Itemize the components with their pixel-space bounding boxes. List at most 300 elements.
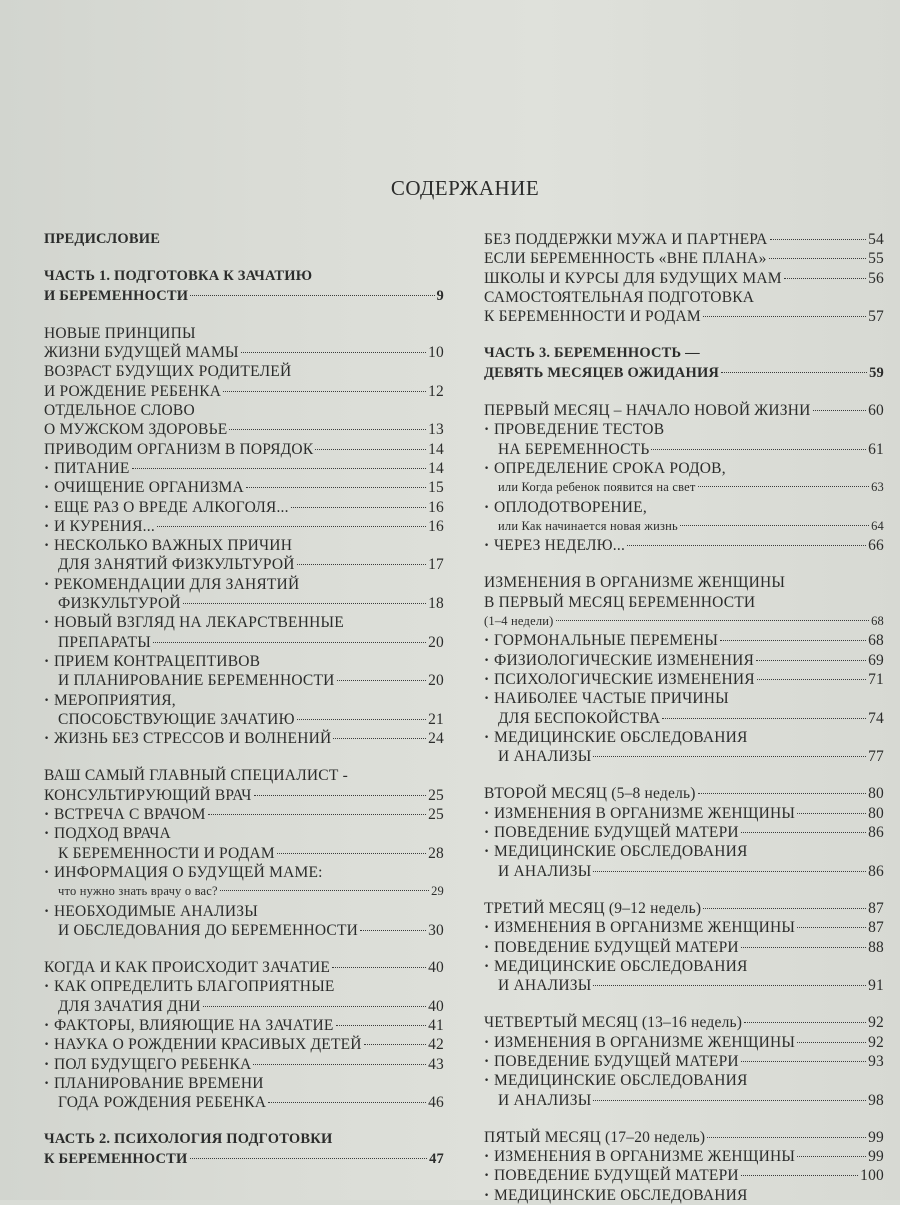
page-title: СОДЕРЖАНИЕ <box>390 176 540 200</box>
toc-entry-title: К БЕРЕМЕННОСТИ И РОДАМ <box>484 308 701 326</box>
section-gap <box>484 995 884 1013</box>
toc-page-number: 93 <box>868 1052 884 1070</box>
dot-leader <box>680 525 869 526</box>
toc-entry-title: · И КУРЕНИЯ... <box>54 517 155 535</box>
toc-entry-title: · ПОВЕДЕНИЕ БУДУЩЕЙ МАТЕРИ <box>494 938 739 956</box>
toc-page-number: 77 <box>868 748 884 766</box>
dot-leader <box>741 947 866 948</box>
toc-entry-title: ВАШ САМЫЙ ГЛАВНЫЙ СПЕЦИАЛИСТ - <box>44 767 348 785</box>
toc-entry-title: · ПОЛ БУДУЩЕГО РЕБЕНКА <box>54 1055 252 1073</box>
section-gap <box>44 748 444 766</box>
toc-entry-title: И АНАЛИЗЫ <box>498 748 592 766</box>
toc-entry <box>484 899 884 918</box>
toc-entry <box>44 498 444 517</box>
toc-page-number: 87 <box>868 919 884 937</box>
toc-entry-title: О МУЖСКОМ ЗДОРОВЬЕ <box>44 421 228 439</box>
toc-entry-title: или Когда ребенок появится на свет <box>498 480 696 495</box>
section-gap <box>44 249 444 267</box>
toc-entry-title: ТРЕТИЙ МЕСЯЦ (9–12 недель) <box>484 899 702 917</box>
section-gap <box>484 766 884 784</box>
toc-entry <box>44 805 444 824</box>
dot-leader <box>741 1175 858 1176</box>
toc-entry <box>44 382 444 401</box>
dot-leader <box>203 1006 426 1007</box>
toc-page-number: 20 <box>428 672 444 690</box>
toc-entry-title: ДЛЯ ЗАНЯТИЙ ФИЗКУЛЬТУРОЙ <box>58 556 295 574</box>
toc-entry-title: · МЕРОПРИЯТИЯ, <box>54 691 176 709</box>
dot-leader <box>157 526 426 527</box>
toc-entry <box>484 747 884 766</box>
toc-page-number: 9 <box>436 287 444 304</box>
toc-entry-title: БЕЗ ПОДДЕРЖКИ МУЖА И ПАРТНЕРА <box>484 231 768 248</box>
toc-entry <box>484 517 884 536</box>
toc-entry <box>44 652 444 671</box>
toc-entry-title: И АНАЛИЗЫ <box>498 1091 592 1109</box>
dot-leader <box>720 640 866 641</box>
toc-entry-title: · ПИТАНИЕ <box>54 459 130 477</box>
dot-leader <box>332 967 426 968</box>
toc-entry <box>484 1052 884 1071</box>
toc-entry <box>44 977 444 996</box>
toc-entry-title: И ОБСЛЕДОВАНИЯ ДО БЕРЕМЕННОСТИ <box>58 921 359 939</box>
toc-entry <box>484 709 884 728</box>
dot-leader <box>797 927 866 928</box>
toc-entry-title: · НАУКА О РОЖДЕНИИ КРАСИВЫХ ДЕТЕЙ <box>54 1036 362 1054</box>
toc-entry-title: ГОДА РОЖДЕНИЯ РЕБЕНКА <box>58 1094 267 1112</box>
toc-entry <box>44 958 444 977</box>
dot-leader <box>220 890 429 891</box>
toc-entry <box>484 862 884 881</box>
toc-entry-title: ПРЕПАРАТЫ <box>58 633 151 651</box>
dot-leader <box>254 795 427 796</box>
dot-leader <box>662 718 866 719</box>
dot-leader <box>268 1102 426 1103</box>
toc-entry-title: ПРИВОДИМ ОРГАНИЗМ В ПОРЯДОК <box>44 440 314 458</box>
toc-entry <box>44 786 444 805</box>
toc-entry <box>44 1150 444 1169</box>
dot-leader <box>360 930 426 931</box>
toc-entry <box>484 1071 884 1090</box>
dot-leader <box>813 410 867 411</box>
toc-entry <box>44 613 444 632</box>
toc-entry-title: НОВЫЕ ПРИНЦИПЫ <box>44 324 196 342</box>
toc-page-number: 87 <box>868 899 884 917</box>
toc-page-number: 28 <box>428 844 444 862</box>
toc-entry <box>484 478 884 497</box>
dot-leader <box>297 564 426 565</box>
toc-page-number: 14 <box>428 459 444 477</box>
toc-entry-title: ИЗМЕНЕНИЯ В ОРГАНИЗМЕ ЖЕНЩИНЫ <box>484 574 786 592</box>
toc-entry <box>44 729 444 748</box>
dot-leader <box>190 295 434 296</box>
toc-entry-title: · НЕСКОЛЬКО ВАЖНЫХ ПРИЧИН <box>54 537 293 555</box>
toc-entry <box>44 1093 444 1112</box>
toc-page-number: 40 <box>428 997 444 1015</box>
toc-entry-title: · ПОВЕДЕНИЕ БУДУЩЕЙ МАТЕРИ <box>494 824 739 842</box>
toc-page-number: 63 <box>871 480 884 495</box>
toc-entry <box>44 440 444 459</box>
toc-entry <box>44 401 444 420</box>
toc-entry <box>484 842 884 861</box>
toc-entry <box>484 573 884 592</box>
toc-page-number: 56 <box>868 269 884 287</box>
toc-entry-title: · ФАКТОРЫ, ВЛИЯЮЩИЕ НА ЗАЧАТИЕ <box>54 1016 334 1034</box>
toc-page-number: 43 <box>428 1055 444 1073</box>
toc-entry <box>44 420 444 439</box>
toc-entry <box>44 517 444 536</box>
toc-entry-title: ПЕРВЫЙ МЕСЯЦ – НАЧАЛО НОВОЙ ЖИЗНИ <box>484 402 811 420</box>
section-gap <box>484 555 884 573</box>
dot-leader <box>297 719 426 720</box>
toc-page-number: 66 <box>868 537 884 555</box>
toc-entry-title: ЖИЗНИ БУДУЩЕЙ МАМЫ <box>44 344 239 362</box>
toc-entry <box>484 364 884 383</box>
toc-page-number: 29 <box>431 884 444 899</box>
toc-page-number: 68 <box>868 632 884 650</box>
toc-entry-title: · МЕДИЦИНСКИЕ ОБСЛЕДОВАНИЯ <box>494 843 748 861</box>
toc-entry-title: ЕСЛИ БЕРЕМЕННОСТЬ «ВНЕ ПЛАНА» <box>484 250 767 268</box>
toc-page-number: 91 <box>868 977 884 995</box>
toc-entry <box>44 536 444 555</box>
toc-entry-title: · ВСТРЕЧА С ВРАЧОМ <box>54 806 206 824</box>
toc-entry-title: · КАК ОПРЕДЕЛИТЬ БЛАГОПРИЯТНЫЕ <box>54 978 335 996</box>
toc-entry-title: · МЕДИЦИНСКИЕ ОБСЛЕДОВАНИЯ <box>494 957 748 975</box>
toc-page-number: 16 <box>428 498 444 516</box>
toc-page-number: 99 <box>868 1148 884 1166</box>
toc-entry <box>44 766 444 785</box>
toc-page-number: 41 <box>428 1016 444 1034</box>
dot-leader <box>593 756 866 757</box>
toc-entry-title: ДЕВЯТЬ МЕСЯЦЕВ ОЖИДАНИЯ <box>484 364 720 381</box>
toc-entry-title: К БЕРЕМЕННОСТИ <box>44 1150 188 1167</box>
toc-entry-title: И БЕРЕМЕННОСТИ <box>44 287 189 304</box>
toc-right-column <box>484 230 884 1205</box>
toc-page-number: 86 <box>868 862 884 880</box>
toc-entry <box>484 612 884 631</box>
toc-entry-title: ФИЗКУЛЬТУРОЙ <box>58 595 181 613</box>
dot-leader <box>277 853 426 854</box>
dot-leader <box>593 985 866 986</box>
toc-left-column <box>44 230 444 1169</box>
dot-leader <box>741 1061 866 1062</box>
toc-page-number: 74 <box>868 709 884 727</box>
toc-entry-title: ПЯТЫЙ МЕСЯЦ (17–20 недель) <box>484 1128 706 1146</box>
toc-entry-title: · ЕЩЕ РАЗ О ВРЕДЕ АЛКОГОЛЯ... <box>54 498 289 516</box>
dot-leader <box>797 813 866 814</box>
dot-leader <box>784 278 866 279</box>
toc-entry-title: ВТОРОЙ МЕСЯЦ (5–8 недель) <box>484 785 696 803</box>
toc-page-number: 40 <box>428 959 444 977</box>
toc-entry <box>484 728 884 747</box>
dot-leader <box>627 545 866 546</box>
dot-leader <box>593 1100 866 1101</box>
toc-page-number: 13 <box>428 421 444 439</box>
toc-entry <box>484 344 884 363</box>
dot-leader <box>769 258 867 259</box>
section-gap <box>44 940 444 958</box>
toc-entry <box>44 459 444 478</box>
toc-entry <box>484 440 884 459</box>
dot-leader <box>229 429 426 430</box>
toc-entry-title: ЧАСТЬ 2. ПСИХОЛОГИЯ ПОДГОТОВКИ <box>44 1131 333 1148</box>
toc-page-number: 71 <box>868 670 884 688</box>
toc-entry <box>484 823 884 842</box>
toc-entry <box>44 478 444 497</box>
toc-entry-title: · ПРОВЕДЕНИЕ ТЕСТОВ <box>494 421 665 439</box>
toc-page-number: 54 <box>868 231 884 248</box>
toc-entry-title: · ПЛАНИРОВАНИЕ ВРЕМЕНИ <box>54 1074 264 1092</box>
toc-entry <box>484 307 884 326</box>
toc-page-number: 100 <box>860 1167 884 1185</box>
section-gap <box>44 1112 444 1130</box>
toc-entry-title: · НЕОБХОДИМЫЕ АНАЛИЗЫ <box>54 902 258 920</box>
toc-entry-title: ПРЕДИСЛОВИЕ <box>44 231 161 247</box>
toc-entry <box>44 691 444 710</box>
toc-entry <box>484 976 884 995</box>
toc-entry <box>44 267 444 286</box>
toc-entry-title: или Как начинается новая жизнь <box>498 518 678 533</box>
dot-leader <box>315 449 426 450</box>
toc-entry-title: · ПСИХОЛОГИЧЕСКИЕ ИЗМЕНЕНИЯ <box>494 670 755 688</box>
toc-entry <box>484 1033 884 1052</box>
toc-entry <box>44 230 444 249</box>
toc-entry <box>44 633 444 652</box>
dot-leader <box>153 642 426 643</box>
toc-entry <box>44 671 444 690</box>
toc-entry-title: К БЕРЕМЕННОСТИ И РОДАМ <box>58 844 275 862</box>
dot-leader <box>336 1025 427 1026</box>
toc-entry <box>44 362 444 381</box>
toc-entry-title: · ИНФОРМАЦИЯ О БУДУЩЕЙ МАМЕ: <box>54 863 323 881</box>
toc-entry-title: · МЕДИЦИНСКИЕ ОБСЛЕДОВАНИЯ <box>494 728 748 746</box>
toc-entry-title: что нужно знать врачу о вас? <box>58 884 218 899</box>
toc-page-number: 80 <box>868 804 884 822</box>
section-gap <box>44 306 444 324</box>
toc-entry <box>484 1091 884 1110</box>
dot-leader <box>246 487 426 488</box>
toc-entry-title: ДЛЯ БЕСПОКОЙСТВА <box>498 709 661 727</box>
dot-leader <box>253 1064 426 1065</box>
toc-entry-title: · НОВЫЙ ВЗГЛЯД НА ЛЕКАРСТВЕННЫЕ <box>54 614 344 632</box>
toc-entry <box>484 1186 884 1205</box>
dot-leader <box>797 1156 866 1157</box>
dot-leader <box>744 1022 866 1023</box>
toc-entry-title: ВОЗРАСТ БУДУЩИХ РОДИТЕЛЕЙ <box>44 363 292 381</box>
toc-entry-title: И ПЛАНИРОВАНИЕ БЕРЕМЕННОСТИ <box>58 672 335 690</box>
toc-entry-title: · ГОРМОНАЛЬНЫЕ ПЕРЕМЕНЫ <box>494 632 719 650</box>
dot-leader <box>698 486 870 487</box>
toc-entry-title: В ПЕРВЫЙ МЕСЯЦ БЕРЕМЕННОСТИ <box>484 593 756 611</box>
toc-page-number: 57 <box>868 308 884 326</box>
toc-entry-title: ЧЕТВЕРТЫЙ МЕСЯЦ (13–16 недель) <box>484 1014 743 1032</box>
toc-entry <box>44 997 444 1016</box>
toc-entry <box>484 689 884 708</box>
dot-leader <box>721 372 867 373</box>
toc-page-number: 64 <box>871 518 884 533</box>
toc-entry <box>484 288 884 307</box>
toc-entry <box>44 824 444 843</box>
toc-entry <box>484 1128 884 1147</box>
dot-leader <box>698 793 866 794</box>
toc-entry-title: ОТДЕЛЬНОЕ СЛОВО <box>44 402 195 420</box>
toc-entry <box>484 784 884 803</box>
dot-leader <box>770 239 867 240</box>
toc-page-number: 59 <box>869 364 884 381</box>
toc-entry <box>44 324 444 343</box>
toc-entry-title: ДЛЯ ЗАЧАТИЯ ДНИ <box>58 997 201 1015</box>
toc-page-number: 88 <box>868 938 884 956</box>
dot-leader <box>556 620 870 621</box>
toc-entry <box>44 882 444 901</box>
section-gap <box>484 326 884 344</box>
toc-page-number: 92 <box>868 1033 884 1051</box>
toc-entry <box>484 918 884 937</box>
toc-entry <box>484 957 884 976</box>
toc-entry-title: ЧАСТЬ 3. БЕРЕМЕННОСТЬ — <box>484 345 700 362</box>
toc-entry-title: И АНАЛИЗЫ <box>498 977 592 995</box>
toc-entry <box>484 1147 884 1166</box>
toc-page-number: 69 <box>868 651 884 669</box>
dot-leader <box>223 391 426 392</box>
toc-entry <box>484 631 884 650</box>
toc-entry <box>44 1035 444 1054</box>
toc-entry <box>484 498 884 517</box>
toc-entry-title: КОГДА И КАК ПРОИСХОДИТ ЗАЧАТИЕ <box>44 959 331 977</box>
toc-entry-title: · ИЗМЕНЕНИЯ В ОРГАНИЗМЕ ЖЕНЩИНЫ <box>494 804 796 822</box>
toc-page-number: 55 <box>868 250 884 268</box>
toc-entry-title: · ИЗМЕНЕНИЯ В ОРГАНИЗМЕ ЖЕНЩИНЫ <box>494 919 796 937</box>
dot-leader <box>337 680 427 681</box>
toc-entry-title: · ОПРЕДЕЛЕНИЕ СРОКА РОДОВ, <box>494 459 726 477</box>
toc-entry <box>44 1130 444 1149</box>
toc-entry-title: ЧАСТЬ 1. ПОДГОТОВКА К ЗАЧАТИЮ <box>44 268 313 285</box>
toc-entry-title: НА БЕРЕМЕННОСТЬ <box>498 440 650 458</box>
toc-entry-title: СПОСОБСТВУЮЩИЕ ЗАЧАТИЮ <box>58 710 295 728</box>
dot-leader <box>183 603 426 604</box>
toc-entry <box>484 249 884 268</box>
section-gap <box>484 383 884 401</box>
toc-entry <box>44 575 444 594</box>
dot-leader <box>208 814 426 815</box>
dot-leader <box>707 1137 866 1138</box>
toc-entry <box>484 1166 884 1185</box>
toc-page-number: 30 <box>428 921 444 939</box>
toc-entry <box>484 938 884 957</box>
toc-page-number: 99 <box>868 1128 884 1146</box>
toc-entry <box>44 343 444 362</box>
toc-entry <box>484 401 884 420</box>
dot-leader <box>132 468 427 469</box>
toc-entry-title: САМОСТОЯТЕЛЬНАЯ ПОДГОТОВКА <box>484 288 755 306</box>
toc-page-number: 25 <box>428 806 444 824</box>
toc-entry-title: · ПРИЕМ КОНТРАЦЕПТИВОВ <box>54 652 261 670</box>
toc-page-number: 47 <box>429 1150 444 1167</box>
toc-entry <box>484 1013 884 1032</box>
toc-entry <box>484 459 884 478</box>
toc-entry-title: · ПОДХОД ВРАЧА <box>54 825 171 843</box>
dot-leader <box>741 832 866 833</box>
toc-entry-title: · ОЧИЩЕНИЕ ОРГАНИЗМА <box>54 479 244 497</box>
toc-page-number: 20 <box>428 633 444 651</box>
toc-entry <box>484 420 884 439</box>
toc-entry-title: И АНАЛИЗЫ <box>498 862 592 880</box>
dot-leader <box>797 1042 866 1043</box>
toc-entry-title: КОНСУЛЬТИРУЮЩИЙ ВРАЧ <box>44 786 252 804</box>
dot-leader <box>651 449 866 450</box>
toc-entry-title: · ЧЕРЕЗ НЕДЕЛЮ... <box>494 537 626 555</box>
toc-entry-title: · ИЗМЕНЕНИЯ В ОРГАНИЗМЕ ЖЕНЩИНЫ <box>494 1148 796 1166</box>
dot-leader <box>703 908 866 909</box>
toc-entry-title: (1–4 недели) <box>484 614 554 629</box>
dot-leader <box>757 679 866 680</box>
toc-page-number: 86 <box>868 824 884 842</box>
dot-leader <box>364 1044 426 1045</box>
dot-leader <box>190 1158 428 1159</box>
toc-page-number: 15 <box>428 479 444 497</box>
toc-page-number: 10 <box>428 344 444 362</box>
toc-entry-title: · РЕКОМЕНДАЦИИ ДЛЯ ЗАНЯТИЙ <box>54 575 300 593</box>
section-gap <box>484 881 884 899</box>
toc-page-number: 18 <box>428 595 444 613</box>
toc-page-number: 17 <box>428 556 444 574</box>
dot-leader <box>333 738 426 739</box>
toc-entry <box>44 555 444 574</box>
toc-entry <box>44 902 444 921</box>
toc-entry-title: · ОПЛОДОТВОРЕНИЕ, <box>494 498 647 516</box>
toc-page-number: 14 <box>428 440 444 458</box>
toc-entry <box>484 230 884 249</box>
toc-entry-title: ШКОЛЫ И КУРСЫ ДЛЯ БУДУЩИХ МАМ <box>484 269 782 287</box>
toc-page-number: 80 <box>868 785 884 803</box>
dot-leader <box>593 871 866 872</box>
toc-entry <box>44 1074 444 1093</box>
dot-leader <box>756 660 866 661</box>
toc-page-number: 16 <box>428 517 444 535</box>
toc-entry <box>44 863 444 882</box>
dot-leader <box>703 316 866 317</box>
toc-entry <box>44 594 444 613</box>
toc-entry <box>44 844 444 863</box>
toc-page-number: 98 <box>868 1091 884 1109</box>
toc-entry <box>484 536 884 555</box>
toc-entry <box>44 710 444 729</box>
toc-page-number: 46 <box>428 1094 444 1112</box>
toc-entry <box>484 593 884 612</box>
toc-page-number: 68 <box>871 614 884 629</box>
toc-entry <box>44 1016 444 1035</box>
toc-entry <box>44 1055 444 1074</box>
toc-page-number: 24 <box>428 730 444 748</box>
dot-leader <box>291 507 426 508</box>
toc-page-number: 21 <box>428 710 444 728</box>
toc-entry-title: · ЖИЗНЬ БЕЗ СТРЕССОВ И ВОЛНЕНИЙ <box>54 730 332 748</box>
toc-page-number: 12 <box>428 382 444 400</box>
toc-page-number: 42 <box>428 1036 444 1054</box>
toc-entry-title: · МЕДИЦИНСКИЕ ОБСЛЕДОВАНИЯ <box>494 1186 748 1204</box>
toc-entry-title: · ПОВЕДЕНИЕ БУДУЩЕЙ МАТЕРИ <box>494 1167 739 1185</box>
toc-page-number: 92 <box>868 1014 884 1032</box>
toc-entry-title: · ИЗМЕНЕНИЯ В ОРГАНИЗМЕ ЖЕНЩИНЫ <box>494 1033 796 1051</box>
toc-entry <box>484 670 884 689</box>
toc-entry <box>484 651 884 670</box>
toc-page-number: 61 <box>868 440 884 458</box>
toc-entry-title: · МЕДИЦИНСКИЕ ОБСЛЕДОВАНИЯ <box>494 1072 748 1090</box>
toc-entry <box>44 287 444 306</box>
toc-entry-title: И РОЖДЕНИЕ РЕБЕНКА <box>44 382 222 400</box>
toc-entry <box>484 804 884 823</box>
toc-page-number: 60 <box>868 402 884 420</box>
toc-page-number: 25 <box>428 786 444 804</box>
